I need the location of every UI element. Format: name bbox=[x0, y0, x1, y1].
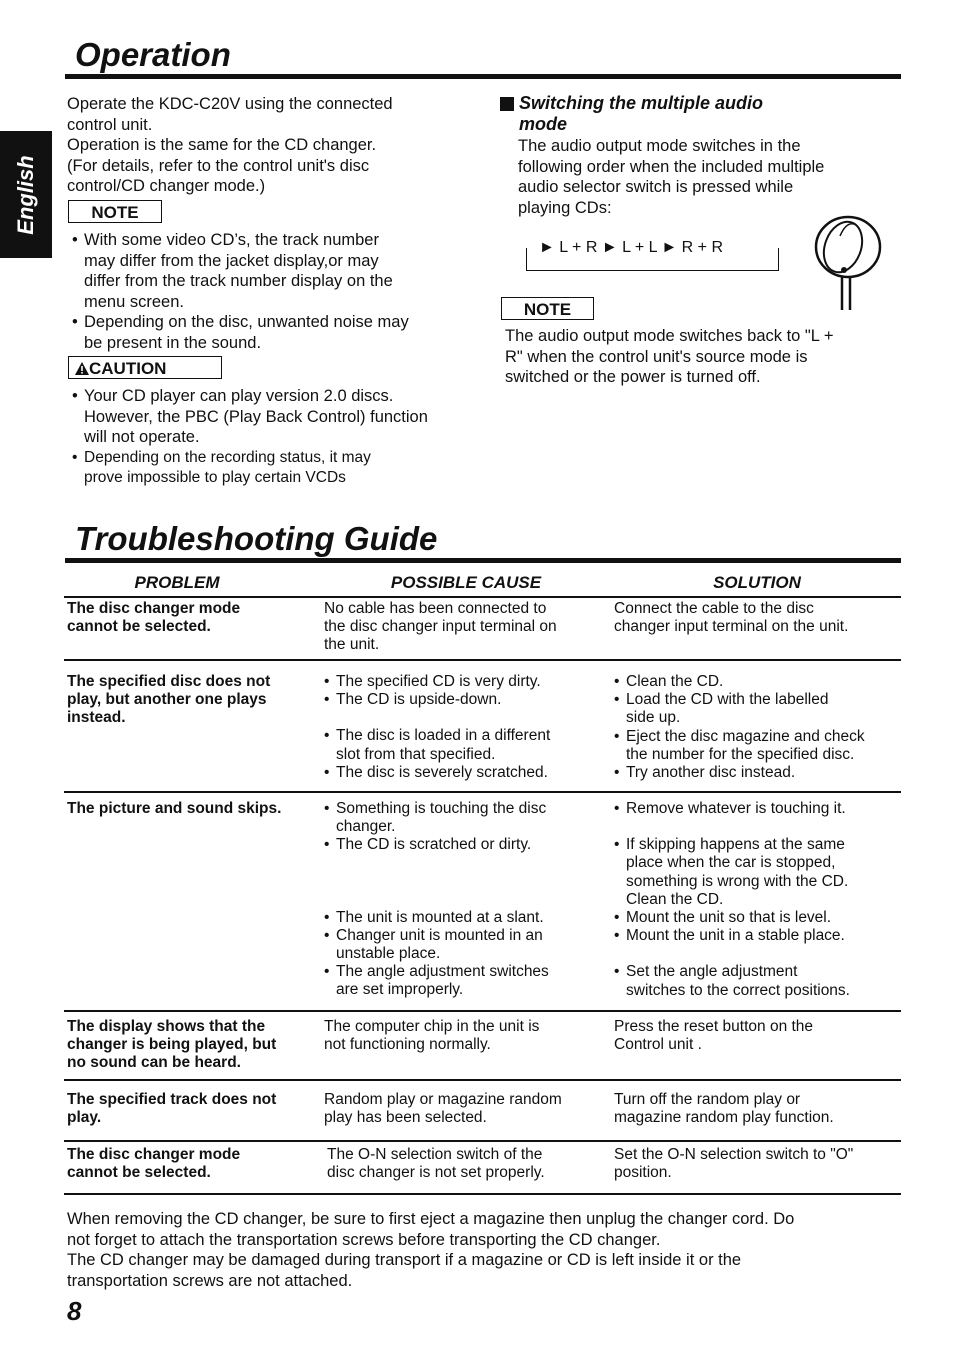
table-row-divider bbox=[64, 791, 901, 793]
table-bottom-rule bbox=[64, 1193, 901, 1195]
table-row-solution: Press the reset button on the Control unit . bbox=[614, 1018, 814, 1054]
note-bullets bbox=[72, 230, 472, 353]
operation-title: Operation bbox=[75, 36, 231, 73]
language-side-tab bbox=[0, 131, 52, 258]
table-row-cause: • Something is touching the disc changer. • The CD is scratched or dirty. • The unit is mounted at a slant. • Changer unit is mounted in an unstable place. • The angle adjustment switches are set improperly. bbox=[324, 800, 549, 999]
audio-selector-switch-icon bbox=[810, 210, 885, 315]
warning-triangle-icon bbox=[75, 362, 89, 375]
table-row-problem: The picture and sound skips. bbox=[67, 800, 282, 817]
table-row-divider bbox=[64, 1079, 901, 1081]
intro-line: control unit. bbox=[67, 115, 153, 134]
intro-line: (For details, refer to the control unit's disc bbox=[67, 156, 370, 175]
table-row-solution: • Clean the CD. • Load the CD with the labelled side up. • Eject the disc magazine and check the number for the specified disc. • Try another disc instead. bbox=[614, 673, 865, 782]
table-row-cause: The O-N selection switch of the disc changer is not set properly. bbox=[327, 1146, 545, 1182]
operation-title-rule bbox=[65, 74, 901, 79]
table-row-solution: • Remove whatever is touching it. • If skipping happens at the same place when the car is stopped, something is wrong with the CD. Clean the CD. • Mount the unit so that is level. • Mount the unit in a stable place. • Set the angle adjustment switches to the correct positions. bbox=[614, 800, 850, 999]
intro-line: control/CD changer mode.) bbox=[67, 177, 266, 195]
switching-note-label: NOTE bbox=[501, 297, 594, 320]
caution-bullet: • Your CD player can play version 2.0 discs. However, the PBC (Play Back Control) function will not operate. bbox=[72, 387, 428, 446]
troubleshooting-title: Troubleshooting Guide bbox=[75, 520, 438, 557]
table-row-cause: Random play or magazine random play has been selected. bbox=[324, 1091, 562, 1127]
intro-line: Operate the KDC-C20V using the connected bbox=[67, 95, 393, 113]
operation-intro bbox=[67, 94, 467, 197]
table-row-solution: Turn off the random play or magazine random play function. bbox=[614, 1091, 834, 1127]
table-header-divider bbox=[64, 596, 901, 598]
switching-heading: Switching the multiple audio mode bbox=[519, 93, 764, 134]
language-tab-label: English bbox=[13, 154, 38, 235]
note-bullet: • With some video CD’s, the track number may differ from the jacket display,or may differ from the track number display on the menu screen. bbox=[72, 231, 393, 311]
column-header-cause: POSSIBLE CAUSE bbox=[390, 573, 542, 592]
table-row-problem: The specified track does not play. bbox=[67, 1091, 277, 1127]
table-row-solution: Set the O-N selection switch to "O" position. bbox=[614, 1146, 854, 1182]
table-row-problem: The disc changer mode cannot be selected. bbox=[67, 1146, 241, 1182]
removal-warning-text: When removing the CD changer, be sure to first eject a magazine then unplug the changer cord. Do not forget to attach the transportation screws before transporting the CD changer. The CD changer may be damaged during transport if a magazine or CD is left inside it or the transportation screws are not attached. bbox=[67, 1210, 795, 1290]
caution-bullets bbox=[72, 386, 472, 488]
caution-label bbox=[68, 356, 222, 379]
note-label: NOTE bbox=[68, 200, 162, 223]
intro-line: Operation is the same for the CD changer. bbox=[67, 136, 377, 154]
table-row-divider bbox=[64, 1010, 901, 1012]
audio-mode-cycle-text: ► L + R ► L + L ► R + R bbox=[533, 238, 729, 258]
table-row-cause: • The specified CD is very dirty. • The CD is upside-down. • The disc is loaded in a different slot from that specified. • The disc is severely scratched. bbox=[324, 673, 551, 781]
table-row-problem: The display shows that the changer is being played, but no sound can be heard. bbox=[67, 1018, 277, 1072]
column-header-solution: SOLUTION bbox=[713, 573, 801, 592]
caution-bullet: • Depending on the recording status, it may prove impossible to play certain VCDs bbox=[72, 448, 371, 486]
note-bullet: • Depending on the disc, unwanted noise may be present in the sound. bbox=[72, 313, 409, 352]
troubleshooting-title-rule bbox=[65, 558, 901, 563]
table-row-cause: No cable has been connected to the disc changer input terminal on the unit. bbox=[324, 600, 557, 654]
table-row-cause: The computer chip in the unit is not functioning normally. bbox=[324, 1018, 540, 1054]
column-header-problem: PROBLEM bbox=[134, 573, 220, 592]
caution-label-text: CAUTION bbox=[89, 359, 167, 378]
switching-text: The audio output mode switches in the following order when the included multiple audio selector switch is pressed while playing CDs: bbox=[518, 137, 825, 217]
table-row-solution: Connect the cable to the disc changer input terminal on the unit. bbox=[614, 600, 849, 636]
table-row-divider bbox=[64, 1140, 901, 1142]
table-row-problem: The specified disc does not play, but another one plays instead. bbox=[67, 673, 271, 727]
section-square-icon bbox=[500, 97, 514, 111]
table-row-divider bbox=[64, 659, 901, 661]
page-number: 8 bbox=[67, 1296, 82, 1326]
table-row-problem: The disc changer mode cannot be selected. bbox=[67, 600, 241, 636]
switching-note-text: The audio output mode switches back to "L + R" when the control unit's source mode is switched or the power is turned off. bbox=[505, 327, 834, 386]
